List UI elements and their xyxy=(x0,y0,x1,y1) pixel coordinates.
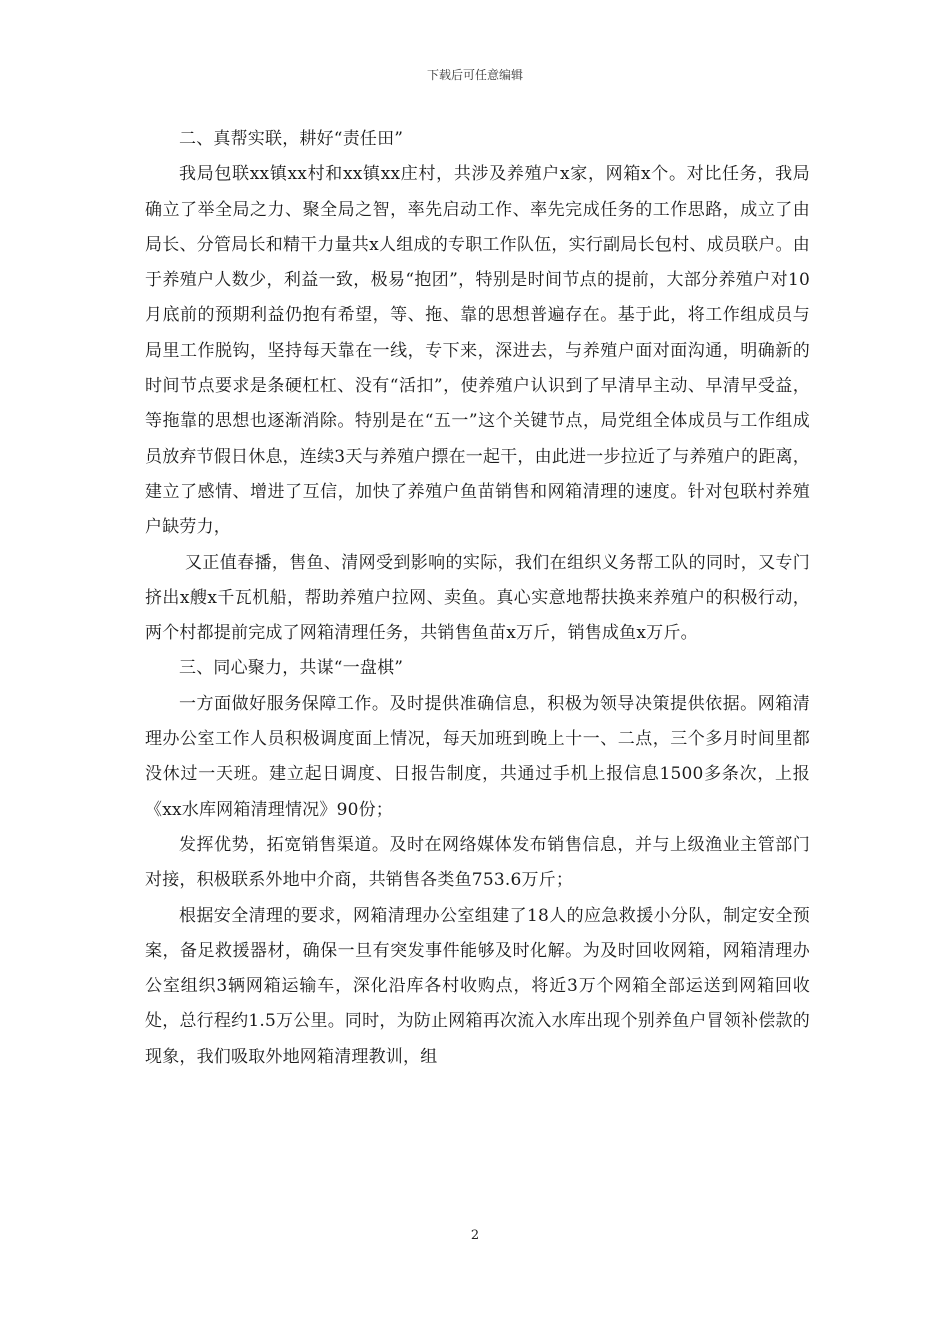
paragraph: 一方面做好服务保障工作。及时提供准确信息，积极为领导决策提供依据。网箱清理办公室工作人员积极调度面上情况，每天加班到晚上十一、二点，三个多月时间里都没休过一天班。建立起日调度、日报告制度，共通过手机上报信息1500多条次，上报《xx水库网箱清理情况》90份； xyxy=(145,693,810,820)
paragraph: 又正值春播，售鱼、清网受到影响的实际，我们在组织义务帮工队的同时，又专门挤出x艘x千瓦机船，帮助养殖户拉网、卖鱼。真心实意地帮扶换来养殖户的积极行动，两个村都提前完成了网箱清理任务，共销售鱼苗x万斤，销售成鱼x万斤。 xyxy=(145,552,810,644)
paragraph: 根据安全清理的要求，网箱清理办公室组建了18人的应急救援小分队，制定安全预案，备足救援器材，确保一旦有突发事件能够及时化解。为及时回收网箱，网箱清理办公室组织3辆网箱运输车，深化沿库各村收购点，将近3万个网箱全部运送到网箱回收处，总行程约1.5万公里。同时，为防止网箱再次流入水库出现个别养鱼户冒领补偿款的现象，我们吸取外地网箱清理教训，组 xyxy=(145,905,810,1067)
page-header: 下载后可任意编辑 xyxy=(426,68,523,82)
page-number: 2 xyxy=(470,1228,480,1243)
section-heading-2: 二、真帮实联，耕好“责任田” xyxy=(179,129,404,149)
paragraph: 发挥优势，拓宽销售渠道。及时在网络媒体发布销售信息，并与上级渔业主管部门对接，积极联系外地中介商，共销售各类鱼753.6万斤； xyxy=(145,834,810,891)
document-body xyxy=(145,122,810,1075)
paragraph: 我局包联xx镇xx村和xx镇xx庄村，共涉及养殖户x家，网箱x个。对比任务，我局确立了举全局之力、聚全局之智，率先启动工作、率先完成任务的工作思路，成立了由局长、分管局长和精干力量共x人组成的专职工作队伍，实行副局长包村、成员联户。由于养殖户人数少，利益一致，极易“抱团”，特别是时间节点的提前，大部分养殖户对10月底前的预期利益仍抱有希望，等、拖、靠的思想普遍存在。基于此，将工作组成员与局里工作脱钩，坚持每天靠在一线，专下来，深进去，与养殖户面对面沟通，明确新的时间节点要求是条硬杠杠、没有“活扣”，使养殖户认识到了早清早主动、早清早受益，等拖靠的思想也逐渐消除。特别是在“五一”这个关键节点，局党组全体成员与工作组成员放弃节假日休息，连续3天与养殖户摽在一起干，由此进一步拉近了与养殖户的距离，建立了感情、增进了互信，加快了养殖户鱼苗销售和网箱清理的速度。针对包联村养殖户缺劳力， xyxy=(145,164,810,538)
section-heading-3: 三、同心聚力，共谋“一盘棋” xyxy=(179,658,404,679)
